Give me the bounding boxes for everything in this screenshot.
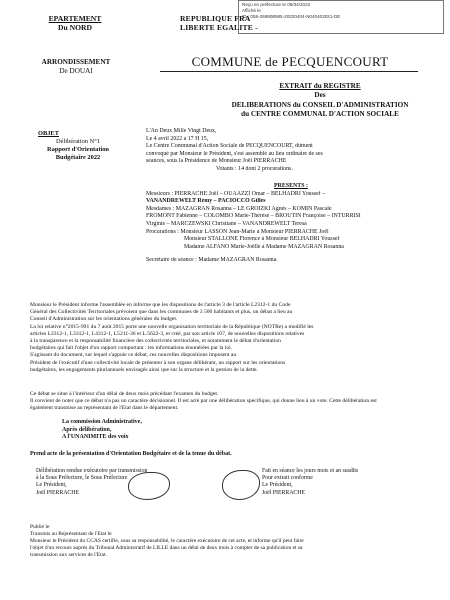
- department-label: EPARTEMENT: [48, 14, 102, 23]
- intro-line: L'An Deux Mille Vingt Deux,: [146, 128, 217, 134]
- paragraph-line: La loi relative n°2015-991 du 7 août 2015 porte une nouvelle organisation territoriale de la République (NOTRe) a modifié les: [30, 323, 314, 330]
- commune-title: COMMUNE de PECQUENCOURT: [191, 54, 389, 69]
- extrait-line1: EXTRAIT du REGISTRE: [279, 82, 361, 90]
- session-intro: [146, 128, 436, 174]
- sig-left-title: Le Président,: [36, 482, 67, 489]
- footer-line: Transmis au Représentant de l'Etat le: [30, 531, 112, 537]
- department-name: Du NORD: [58, 23, 92, 32]
- sig-right-line: Pour extrait conforme: [262, 475, 313, 482]
- attendee-line: VANANDREWELT Rémy – PACIOCCO Gilles: [146, 198, 266, 205]
- arrondissement-name: De DOUAI: [59, 67, 93, 75]
- footer-line: Publié le: [30, 524, 50, 530]
- sig-left-line: à la Sous Préfecture, le Sous Préfecture: [36, 475, 128, 482]
- republique-header: [180, 14, 258, 32]
- decision-body: La commission Administrative,: [62, 419, 142, 425]
- report-paragraph-1: [30, 302, 420, 374]
- objet-budget-year: Budgétaire 2022: [55, 154, 101, 161]
- attendee-line: Messieurs : PIERRACHE Joël – OUAAZZI Omar – BELHADRI Youssef –: [146, 190, 326, 197]
- footer-line: l'objet d'un recours auprès du Tribunal Administratif de LILLE dans un délai de deux mois à compter de sa publication et sa: [30, 545, 303, 551]
- paragraph-line: articles L2312-1, L3312-1, L4312-1, L5211-36 et L.5622-3, et créé, par son article 107, de nouvelles dispositions relatives: [30, 330, 305, 337]
- objet-block: [30, 130, 126, 162]
- attendee-line: Mesdames : MAZAGRAN Rosanna – LE GROIZKI Agnès – KOMIN Pascale: [146, 205, 332, 212]
- paragraph-line: Il convient de noter que ce débat n'a pas un caractère décisionnel. Il est acté par une délibération spécifique, qui donne lieu à un vote. Cette délibération est: [30, 398, 377, 405]
- stamp-posted-line: Affiché le: [242, 8, 261, 13]
- arrondissement-label: ARRONDISSEMENT: [41, 58, 111, 66]
- attendee-line: Virginie – MARCZEWSKI Christiane – VANANDREWELT Teresa: [146, 220, 307, 227]
- paragraph-line: budgétaires qui fait l'objet d'un rapport comportant : les informations énumérées par la loi.: [30, 345, 233, 352]
- paragraph-line: à la transparence et la responsabilité financière des collectivités territoriales, et notamment le débat d'orientation: [30, 338, 281, 345]
- extrait-line4: du CENTRE COMMUNAL D'ACTION SOCIALE: [241, 109, 399, 118]
- signature-block-right: [262, 468, 422, 497]
- proxy-line: Monsieur STALLONE Florence à Monsieur BELHADRI Youssef: [184, 236, 340, 243]
- signature-block-left: [36, 468, 196, 497]
- republique-motto: LIBERTE EGALITE -: [180, 23, 258, 32]
- arrondissement-header: [16, 58, 136, 76]
- paragraph-line: Président de l'exécutif d'une collectivité locale de présenter à son organe délibérant, un rapport sur les orientations: [30, 359, 286, 366]
- footer-legal: [30, 524, 430, 559]
- proxy-line: Madame ALFANO Marie-Joëlle à Madame MAZAGRAN Rosanna: [184, 243, 344, 250]
- footer-line: transmission aux services de l'Etat.: [30, 552, 107, 558]
- paragraph-line: budgétaires, les engagements pluriannuels envisagés ainsi que sur la structure et la gestion de la dette.: [30, 366, 258, 373]
- attendee-line: FROMONT Fabienne – COLOMBO Marie-Thérèse – BROUTIN Françoise – INTURRISI: [146, 213, 361, 220]
- intro-line: convoqué par Monsieur le Président, s'est assemblé au lieu ordinaire de ses: [146, 150, 323, 157]
- stamp-id-line: ID : 059-269908585-20220404-N040402021-DE: [242, 14, 341, 19]
- objet-title: OBJET: [38, 130, 59, 137]
- intro-line: séances, sous la Présidence de Monsieur Joël PIERRACHE: [146, 158, 287, 165]
- paragraph-line: également transmise au représentant de l'Etat dans le département.: [30, 405, 179, 412]
- decision-vote: A l'UNANIMITE des voix: [62, 434, 129, 441]
- paragraph-line: S'agissant du document, sur lequel s'appuie ce débat, ces nouvelles dispositions imposent au: [30, 352, 237, 359]
- paragraph-line: Monsieur le Président informe l'assemblée en informe que les dispositions de l'article 3 de l'article L2312-1 du Code: [30, 302, 291, 308]
- official-seal: [222, 470, 260, 500]
- intro-line: Le 4 avril 2022 à 17 H 15,: [146, 135, 209, 142]
- sig-right-title: Le Président,: [262, 482, 293, 489]
- prend-acte-line: Prend acte de la présentation d'Orientation Budgétaire et de la tenue du débat.: [30, 451, 232, 457]
- sig-right-name: Joël PIERRACHE: [262, 489, 305, 496]
- intro-line: Le Centre Communal d'Action Sociale de PECQUENCOURT, dûment: [146, 143, 313, 150]
- objet-report-label: Rapport d'Orientation: [47, 146, 109, 153]
- paragraph-line: Général des Collectivités Territoriales prévoient que dans les communes de 3 500 habitants et plus, un débat a lieu au: [30, 309, 293, 316]
- decision-after: Après délibération,: [62, 426, 112, 433]
- prefecture-stamp: [238, 0, 444, 34]
- paragraph-line: Ce débat se situe à l'intérieur d'un délai de deux mois précédant l'examen du budget.: [30, 391, 219, 397]
- report-paragraph-2: [30, 391, 420, 413]
- sig-right-line: Fait en séance les jours mois et an susdits: [262, 468, 359, 474]
- intro-line: Votants : 14 dont 2 procurations.: [216, 165, 293, 172]
- session-secretary: Secrétaire de séance : Madame MAZAGRAN Rosanna.: [146, 257, 278, 264]
- department-header: [20, 14, 130, 32]
- stamp-received-line: Reçu en préfecture le 05/04/2022: [242, 2, 311, 7]
- republique-label: REPUBLIQUE FRA: [180, 14, 251, 23]
- footer-line: Monsieur le Président du CCAS certifie, sous sa responsabilité, le caractère exécutoire de cet acte, et informe qu'il peut faire: [30, 538, 304, 544]
- extrait-line3: DELIBERATIONS du CONSEIL D'ADMINISTRATION: [231, 100, 409, 109]
- extrait-heading: [200, 82, 440, 119]
- objet-deliberation-number: Délibération N°1: [56, 138, 100, 145]
- commune-divider: [160, 71, 418, 72]
- sig-left-line: Délibération rendue exécutoire par transmission: [36, 468, 148, 474]
- proxy-line: Procurations : Monsieur LASSON Jean-Marie à Monsieur PIERRACHE Joël: [146, 228, 329, 235]
- presents-title: PRESENTS :: [274, 183, 308, 189]
- attendance-block: [146, 183, 436, 265]
- decision-block: [62, 419, 142, 442]
- paragraph-line: Conseil d'Administration sur les orientations générales du budget.: [30, 316, 178, 323]
- sig-left-name: Joël PIERRACHE: [36, 489, 79, 496]
- extrait-line2: Des: [314, 91, 326, 100]
